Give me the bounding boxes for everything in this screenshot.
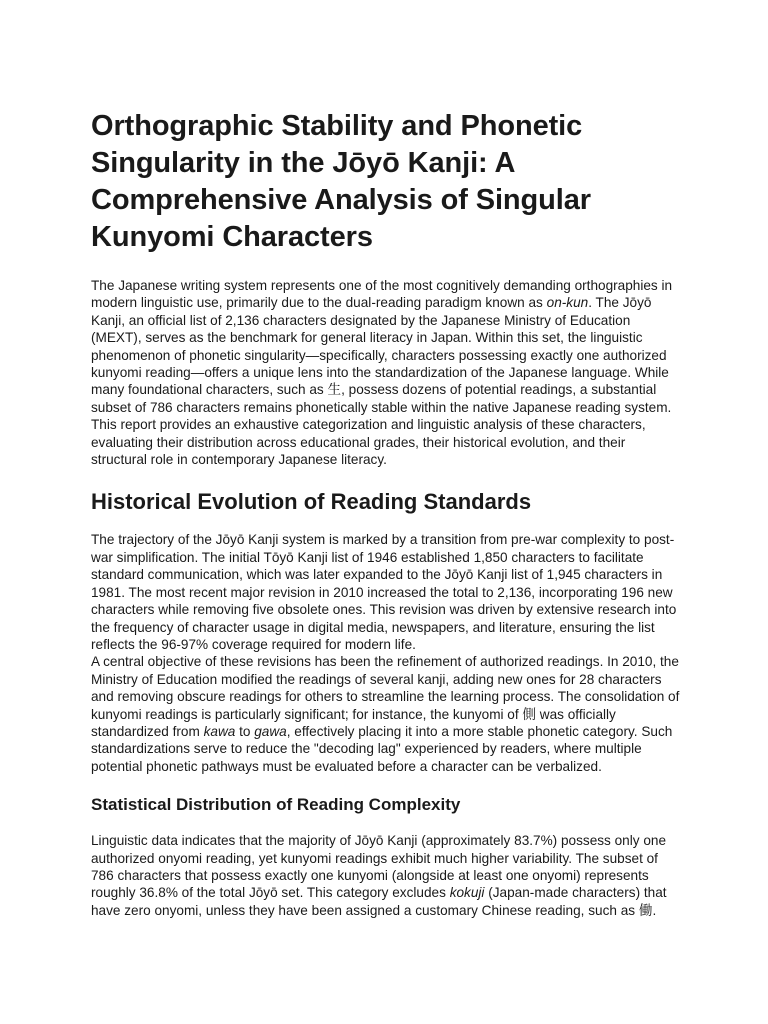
- historical-term-gawa: gawa: [254, 723, 287, 739]
- subsection-heading-statistical-distribution: Statistical Distribution of Reading Complexity: [91, 795, 461, 815]
- intro-term-on-kun: on-kun: [546, 295, 589, 311]
- document-title: Orthographic Stability and Phonetic Singularity in the Jōyō Kanji: A Comprehensive Analysis of Singular Kunyomi Characters: [91, 110, 591, 253]
- historical-term-kawa: kawa: [203, 723, 236, 739]
- intro-text-part2: . The Jōyō Kanji, an official list of 2,136 characters designated by the Japanese Ministry of Education (MEXT), serves as the benchmark for general literacy in Japan. Within this set, the linguistic phenomenon of phonetic singularity—specifically, characters possessing exactly one authorized kunyomi reading—offers a unique lens into the standardization of the Japanese language. While many foundational characters, such as 生, possess dozens of potential readings, a substantial subset of 786 characters remains phonetically stable within the native Japanese reading system. This report provides an exhaustive categorization and linguistic analysis of these characters, evaluating their distribution across educational grades, their historical evolution, and their structural role in contemporary Japanese literacy.: [91, 295, 672, 468]
- historical-paragraph-2: [91, 653, 681, 775]
- statistical-p1-part1: Linguistic data indicates that the majority of Jōyō Kanji (approximately 83.7%) possess only one authorized onyomi reading, yet kunyomi readings exhibit much higher variability. The subset of 786 characters that possess exactly one kunyomi (alongside at least one onyomi) represents roughly 36.8% of the total Jōyō set. This category excludes: [91, 833, 667, 901]
- intro-text-part1: The Japanese writing system represents one of the most cognitively demanding orthographies in modern linguistic use, primarily due to the dual-reading paradigm known as: [91, 278, 673, 311]
- statistical-p1-part2: (Japan-made characters) that have zero onyomi, unless they have been assigned a customary Chinese reading, such as 働.: [91, 885, 667, 918]
- intro-paragraph: [91, 277, 681, 468]
- statistical-term-kokuji: kokuji: [449, 885, 485, 901]
- historical-p2-part2: to: [235, 723, 255, 739]
- statistical-paragraph-1: [91, 832, 681, 919]
- document-page: [91, 108, 681, 919]
- historical-paragraph-1: The trajectory of the Jōyō Kanji system is marked by a transition from pre-war complexity to post-war simplification. The initial Tōyō Kanji list of 1946 established 1,850 characters to facilitate standard communication, which was later expanded to the Jōyō Kanji list of 1,945 characters in 1981. The most recent major revision in 2010 increased the total to 2,136, incorporating 196 new characters while removing five obsolete ones. This revision was driven by extensive research into the frequency of character usage in digital media, newspapers, and literature, ensuring the list reflects the 96-97% coverage required for modern life.: [91, 532, 677, 652]
- section-heading-historical-evolution: Historical Evolution of Reading Standards: [91, 489, 532, 515]
- historical-p2-part1: A central objective of these revisions has been the refinement of authorized readings. In 2010, the Ministry of Education modified the readings of several kanji, adding new ones for 28 characters and removing obscure readings for others to streamline the learning process. The consolidation of kunyomi readings is particularly significant; for instance, the kunyomi of 側 was officially standardized from: [91, 654, 680, 739]
- historical-p2-part3: , effectively placing it into a more stable phonetic category. Such standardizations serve to reduce the "decoding lag" experienced by readers, where multiple potential phonetic pathways must be evaluated before a character can be verbalized.: [91, 723, 673, 774]
